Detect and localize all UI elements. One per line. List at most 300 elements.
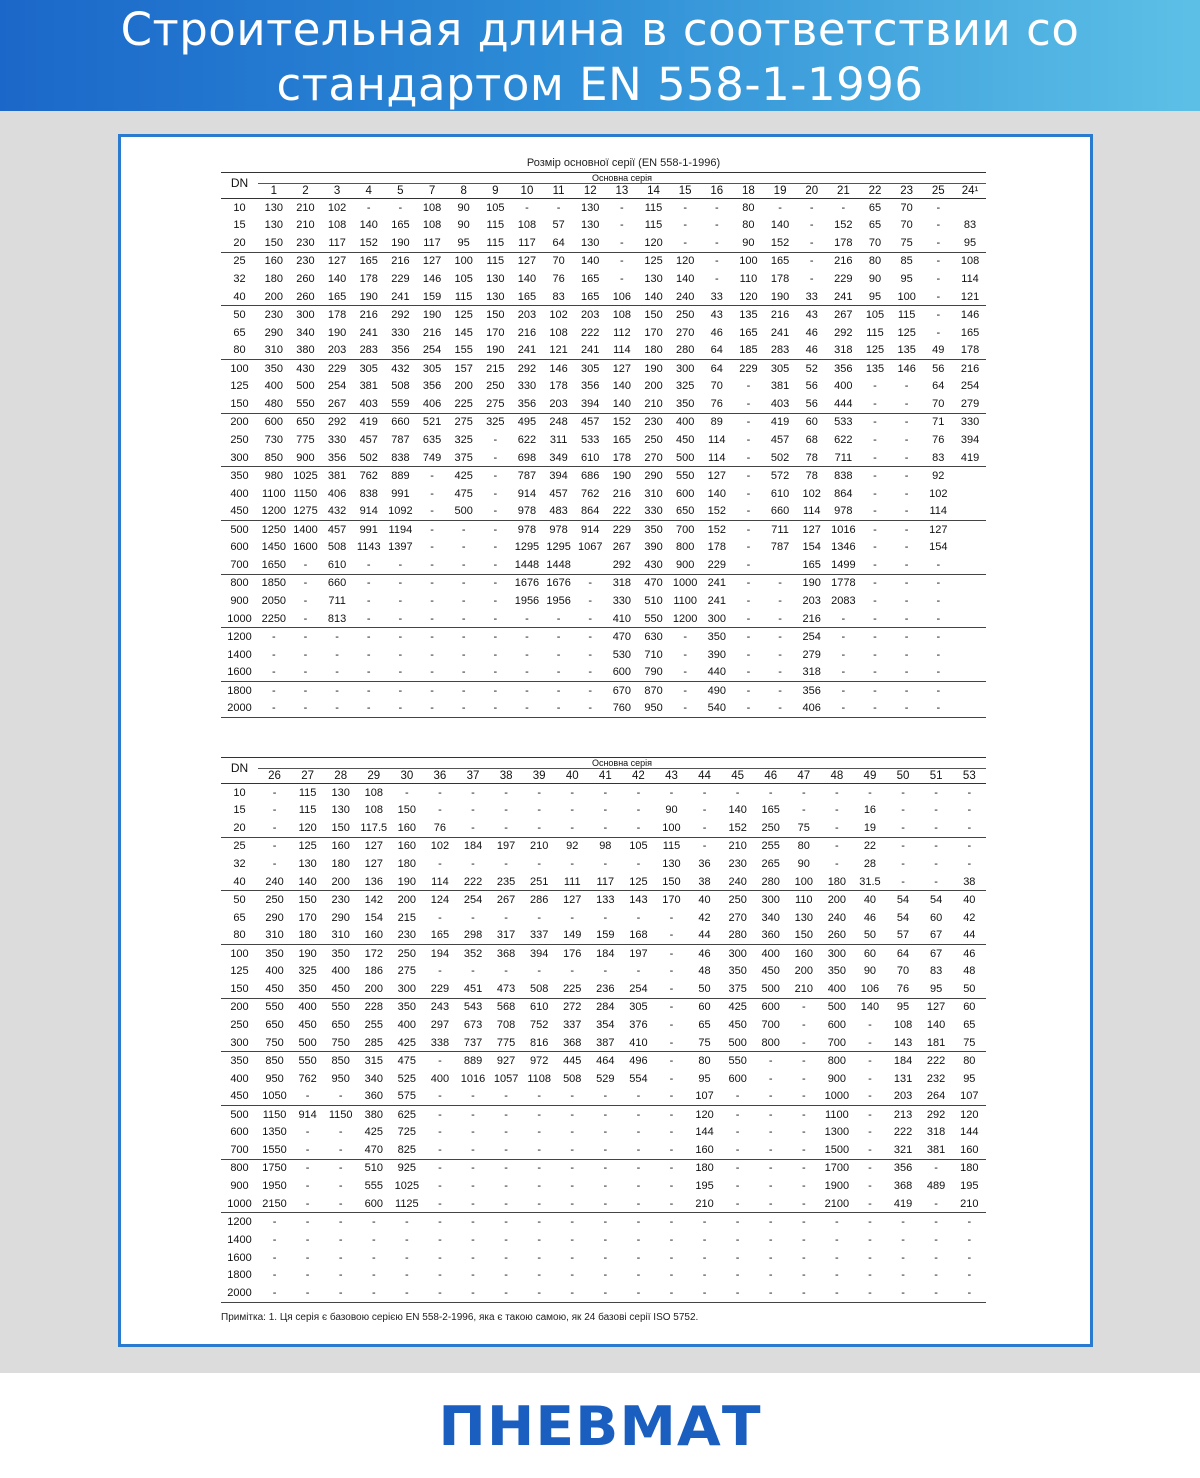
table-cell: -: [338, 1126, 343, 1139]
table-cell: 950: [638, 699, 670, 717]
table-cell: 120: [298, 821, 317, 834]
table-cell: -: [901, 1269, 905, 1282]
table-cell: 630: [638, 628, 670, 646]
table-cell: 350: [701, 628, 733, 646]
table-cell: 1448: [546, 559, 571, 571]
table-cell: 210: [794, 982, 813, 995]
table-cell: 1016: [828, 521, 860, 539]
table-cell: -: [423, 1213, 456, 1231]
table-cell: -: [471, 858, 475, 870]
table-cell: 108: [893, 1019, 913, 1032]
table-cell: 450: [761, 965, 780, 978]
dn-cell: 900: [230, 595, 249, 608]
table-cell: 1750: [258, 1159, 291, 1177]
table-cell: 80: [742, 201, 755, 214]
table-cell: -: [841, 666, 846, 679]
table-cell: -: [423, 1284, 456, 1302]
table-cell: -: [338, 1197, 343, 1210]
table-cell: -: [622, 1284, 655, 1302]
table-cell: -: [904, 505, 909, 518]
table-cell: -: [868, 1090, 872, 1103]
dn-cell: 250: [230, 1019, 249, 1032]
table-cell: 380: [296, 344, 315, 357]
table-cell: 752: [529, 1019, 549, 1032]
table-cell: -: [430, 541, 434, 554]
table-cell: 419: [893, 1197, 913, 1210]
table-cell: -: [366, 648, 371, 661]
table-cell: 559: [391, 397, 410, 410]
table-cell: 1057: [493, 1072, 519, 1085]
table-cell: 216: [954, 360, 986, 378]
table-cell: 318: [802, 666, 821, 679]
table-cell: 390: [707, 648, 726, 661]
table-cell: -: [366, 666, 371, 679]
table-cell: -: [853, 1052, 886, 1070]
table-cell: 240: [265, 875, 284, 888]
table-cell: 115: [644, 201, 663, 214]
table-cell: -: [669, 628, 701, 646]
table-cell: 108: [327, 219, 347, 232]
table-cell: 108: [422, 219, 442, 232]
table-cell: 152: [770, 236, 790, 249]
table-cell: -: [471, 821, 475, 834]
table-cell: -: [303, 559, 308, 571]
table-cell: 292: [834, 326, 853, 339]
table-cell: 46: [805, 344, 818, 357]
table-cell: 400: [264, 380, 283, 393]
table-cell: -: [461, 541, 466, 554]
table-cell: -: [290, 628, 322, 646]
table-cell: -: [504, 911, 508, 924]
table-cell: 215: [479, 360, 511, 378]
table-cell: 60: [688, 998, 721, 1016]
table-cell: -: [471, 965, 475, 978]
table-cell: 210: [296, 201, 315, 214]
table-cell: 229: [430, 982, 450, 995]
table-cell: -: [504, 1090, 508, 1103]
table-cell: 650: [265, 1019, 284, 1032]
table-cell: -: [366, 201, 371, 214]
table-cell: -: [669, 1233, 674, 1246]
table-cell: 622: [834, 434, 853, 447]
table-row: [221, 1231, 986, 1249]
table-cell: -: [430, 666, 434, 679]
table-cell: -: [859, 413, 891, 431]
table-cell: 725: [397, 1126, 417, 1139]
table-cell: -: [479, 682, 511, 700]
table-cell: 130: [581, 201, 600, 214]
table-cell: -: [936, 648, 941, 661]
table-cell: 176: [556, 945, 589, 963]
table-cell: 144: [960, 1126, 979, 1139]
table-cell: 1100: [820, 1106, 853, 1124]
dn-cell: 300: [230, 1036, 249, 1049]
table-cell: 80: [688, 1052, 721, 1070]
table-cell: -: [934, 1269, 938, 1282]
table-cell: 254: [422, 344, 442, 357]
table-cell: 229: [707, 559, 726, 571]
table-cell: 394: [523, 945, 556, 963]
table-cell: 140: [728, 804, 747, 817]
table-cell: -: [714, 219, 719, 232]
table-cell: 92: [556, 837, 589, 855]
table-cell: -: [366, 612, 371, 625]
table-cell: -: [479, 628, 511, 646]
table-row: [221, 610, 986, 628]
table-cell: -: [768, 1180, 773, 1193]
table-cell: 102: [543, 306, 575, 324]
table-cell: 368: [893, 1180, 913, 1193]
table-cell: -: [636, 858, 641, 870]
table-cell: -: [702, 1269, 707, 1282]
table-cell: 1346: [831, 541, 856, 554]
table-cell: -: [683, 666, 687, 679]
table-cell: 190: [606, 467, 638, 485]
table-cell: 864: [834, 487, 853, 500]
table-cell: 75: [900, 236, 913, 249]
table-row: [221, 1177, 986, 1195]
table-cell: -: [303, 595, 308, 608]
table-cell: 914: [359, 505, 378, 518]
table-cell: 117.5: [360, 821, 388, 834]
table-cell: 260: [296, 290, 315, 303]
series-header: 25: [922, 184, 954, 199]
table-cell: -: [746, 505, 751, 518]
table-cell: -: [448, 574, 480, 592]
table-cell: 240: [827, 911, 847, 924]
table-cell: -: [967, 821, 972, 834]
table-cell: 625: [390, 1106, 423, 1124]
table-cell: -: [820, 1213, 853, 1231]
table-cell: 114: [431, 875, 449, 888]
table-cell: -: [305, 1180, 310, 1193]
table-cell: 711: [764, 521, 796, 539]
table-cell: -: [525, 612, 529, 625]
table-cell: 136: [364, 875, 383, 888]
table-cell: 254: [456, 891, 489, 909]
table-cell: -: [438, 1090, 442, 1103]
table-cell: -: [620, 219, 624, 232]
table-cell: 150: [638, 306, 670, 324]
table-cell: 195: [695, 1180, 714, 1193]
table-cell: -: [669, 1180, 674, 1193]
table-cell: 1275: [293, 505, 318, 518]
table-cell: 489: [926, 1180, 946, 1193]
table-cell: 140: [707, 487, 726, 500]
table-cell: -: [886, 1213, 919, 1231]
table-cell: 554: [629, 1072, 648, 1085]
table-row: [221, 538, 986, 556]
table-cell: 550: [291, 1052, 324, 1070]
table-cell: 16: [863, 804, 877, 817]
table-cell: 130: [644, 273, 663, 285]
table-cell: -: [620, 273, 624, 285]
table-cell: 394: [581, 397, 600, 410]
table-cell: 184: [456, 837, 489, 855]
table-cell: -: [456, 1284, 489, 1302]
table-cell: -: [733, 521, 765, 539]
table-cell: 229: [834, 273, 853, 285]
table-cell: 140: [298, 875, 317, 888]
table-cell: 381: [926, 1144, 946, 1156]
table-cell: -: [683, 219, 687, 232]
table-cell: 117: [423, 236, 441, 249]
table-cell: 376: [629, 1019, 648, 1032]
table-row: [221, 1141, 986, 1159]
table-cell: -: [456, 1159, 489, 1177]
table-cell: 170: [644, 326, 663, 339]
table-cell: -: [258, 682, 290, 700]
table-cell: -: [272, 1251, 277, 1264]
table-cell: 117: [328, 236, 346, 249]
table-cell: 125: [448, 306, 480, 324]
table-cell: -: [603, 1144, 608, 1156]
table-cell: 160: [324, 837, 357, 855]
series-header: 29: [357, 769, 390, 784]
table-cell: 48: [963, 965, 976, 978]
table-cell: -: [574, 628, 606, 646]
table-cell: -: [967, 804, 972, 817]
table-cell: 305: [416, 360, 448, 378]
table-row: [221, 413, 986, 431]
table-cell: 107: [695, 1090, 714, 1103]
table-cell: 310: [265, 929, 284, 942]
table-cell: -: [504, 1180, 508, 1193]
table-cell: -: [828, 699, 860, 717]
table-cell: -: [636, 1144, 641, 1156]
table-cell: 140: [574, 252, 606, 270]
table-cell: -: [493, 666, 498, 679]
table-cell: -: [886, 1284, 919, 1302]
table-cell: -: [859, 699, 891, 717]
table-cell: -: [904, 380, 909, 393]
table-cell: 100: [448, 252, 480, 270]
table-cell: -: [936, 612, 941, 625]
table-cell: -: [746, 541, 751, 554]
table-cell: 356: [517, 397, 537, 410]
series-header: 45: [721, 769, 754, 784]
table-cell: -: [405, 1269, 409, 1282]
table-cell: -: [655, 998, 688, 1016]
table-cell: 155: [454, 344, 473, 357]
table-cell: -: [733, 699, 765, 717]
table-cell: 75: [797, 821, 810, 834]
table-cell: -: [461, 612, 466, 625]
table-cell: -: [934, 1233, 938, 1246]
table-cell: -: [764, 628, 796, 646]
table-cell: 650: [290, 413, 322, 431]
table-cell: -: [456, 1213, 489, 1231]
table-cell: 290: [638, 467, 670, 485]
table-row: [221, 1088, 986, 1106]
table-cell: 889: [385, 467, 417, 485]
series-header: 53: [953, 769, 986, 784]
table-cell: 450: [331, 982, 350, 995]
table-cell: 260: [296, 273, 315, 285]
table-row: [221, 628, 986, 646]
table-cell: -: [570, 821, 575, 834]
table-cell: 203: [574, 306, 606, 324]
table-cell: 275: [486, 397, 505, 410]
table-row: [221, 1159, 986, 1177]
table-cell: -: [504, 1126, 508, 1139]
series-header: 13: [606, 184, 638, 199]
table-cell: 120: [644, 236, 663, 249]
table-cell: -: [321, 699, 353, 717]
table-cell: 222: [463, 875, 483, 888]
table-cell: -: [556, 612, 561, 625]
table-cell: -: [655, 1284, 688, 1302]
table-cell: 267: [612, 541, 632, 554]
table-cell: -: [504, 1233, 508, 1246]
table-cell: 70: [868, 236, 882, 249]
table-cell: 80: [742, 219, 755, 232]
table-cell: [954, 664, 986, 682]
table-cell: -: [904, 451, 909, 464]
table-cell: -: [841, 648, 846, 661]
table-cell: 95: [698, 1072, 711, 1085]
table-cell: 178: [612, 451, 632, 464]
table-cell: 225: [454, 397, 473, 410]
table-cell: 350: [390, 998, 423, 1016]
table-cell: 31.5: [859, 875, 881, 888]
table-cell: 143: [893, 1036, 913, 1049]
table-cell: 1295: [514, 541, 540, 554]
dn-cell: 25: [221, 837, 258, 855]
table-cell: -: [735, 1269, 740, 1282]
table-cell: 300: [397, 982, 417, 995]
length-table-2: [221, 757, 986, 1303]
table-cell: -: [537, 1233, 541, 1246]
table-cell: -: [523, 1106, 556, 1124]
table-cell: 95: [886, 998, 919, 1016]
table-cell: 46: [805, 326, 818, 339]
table-cell: 297: [430, 1019, 450, 1032]
table-cell: -: [471, 1144, 475, 1156]
table-cell: -: [891, 574, 923, 592]
table-cell: [954, 682, 986, 700]
table-cell: -: [461, 666, 466, 679]
table-cell: 457: [359, 434, 378, 447]
table-cell: 127: [922, 521, 954, 539]
table-cell: 230: [638, 413, 670, 431]
table-cell: 46: [953, 945, 986, 963]
table-cell: -: [920, 1284, 953, 1302]
table-cell: -: [416, 628, 448, 646]
table-cell: -: [721, 1284, 754, 1302]
table-cell: 102: [327, 201, 347, 214]
table-cell: 40: [688, 891, 721, 909]
table-cell: 284: [589, 998, 622, 1016]
table-cell: 140: [853, 998, 886, 1016]
table-cell: -: [922, 306, 954, 324]
table-cell: -: [511, 699, 543, 717]
table-cell: 450: [675, 434, 695, 447]
table-cell: -: [873, 505, 877, 518]
table-cell: 1200: [261, 505, 287, 518]
table-cell: -: [853, 1106, 886, 1124]
table-cell: 1295: [546, 541, 571, 554]
table-cell: -: [606, 252, 638, 270]
table-cell: 2100: [824, 1197, 850, 1210]
table-cell: -: [886, 837, 919, 855]
table-cell: 50: [963, 982, 976, 995]
table-cell: 76: [896, 982, 910, 995]
table-cell: 1025: [394, 1180, 420, 1193]
series-subcaption: Основна серія: [258, 758, 986, 769]
table-cell: 1950: [262, 1180, 287, 1193]
table-cell: 338: [430, 1036, 450, 1049]
table-cell: -: [920, 1159, 953, 1177]
table-cell: 350: [324, 945, 357, 963]
table-cell: 400: [827, 982, 847, 995]
table-row: [221, 962, 986, 980]
dn-cell: 1000: [227, 1197, 252, 1210]
table-cell: -: [570, 1269, 575, 1282]
table-cell: -: [801, 1251, 806, 1264]
table-cell: 76: [433, 821, 447, 834]
table-cell: -: [936, 326, 941, 339]
table-cell: -: [603, 1180, 608, 1193]
table-cell: 108: [364, 804, 383, 817]
table-cell: -: [636, 1251, 641, 1264]
table-cell: -: [868, 786, 872, 799]
table-cell: 216: [828, 252, 860, 270]
table-cell: -: [570, 1126, 575, 1139]
table-cell: 368: [490, 945, 523, 963]
table-cell: -: [820, 1284, 853, 1302]
table-cell: [764, 556, 796, 574]
series-header: 18: [733, 184, 765, 199]
table-cell: 978: [543, 521, 575, 539]
table-cell: -: [636, 1269, 641, 1282]
table-cell: 508: [529, 982, 549, 995]
table-cell: 78: [805, 451, 818, 464]
table-cell: -: [768, 1197, 773, 1210]
table-cell: -: [366, 595, 371, 608]
table-cell: -: [778, 595, 782, 608]
table-cell: 197: [490, 837, 523, 855]
table-cell: 708: [496, 1019, 516, 1032]
table-cell: -: [416, 682, 448, 700]
table-cell: 1500: [824, 1144, 850, 1156]
table-cell: -: [859, 682, 891, 700]
table-cell: -: [683, 236, 687, 249]
table-cell: 140: [644, 290, 663, 303]
table-cell: 203: [511, 306, 543, 324]
table-cell: 568: [490, 998, 523, 1016]
table-cell: 457: [770, 434, 790, 447]
table-cell: 710: [644, 648, 663, 661]
table-cell: 275: [397, 965, 417, 978]
table-cell: 127: [920, 998, 953, 1016]
table-row: [221, 592, 986, 610]
table-cell: -: [479, 467, 511, 485]
table-row: [221, 1249, 986, 1267]
table-cell: 200: [454, 380, 473, 393]
table-cell: 230: [397, 929, 417, 942]
table-cell: -: [787, 1284, 820, 1302]
table-cell: -: [868, 1072, 872, 1085]
table-cell: -: [636, 1180, 641, 1193]
series-subcaption: Основна серія: [258, 173, 986, 184]
table-cell: -: [570, 786, 575, 799]
table-cell: 300: [669, 360, 701, 378]
table-cell: 900: [827, 1072, 847, 1085]
table-cell: 130: [264, 201, 283, 214]
table-cell: -: [448, 521, 480, 539]
table-cell: 1448: [514, 559, 540, 571]
